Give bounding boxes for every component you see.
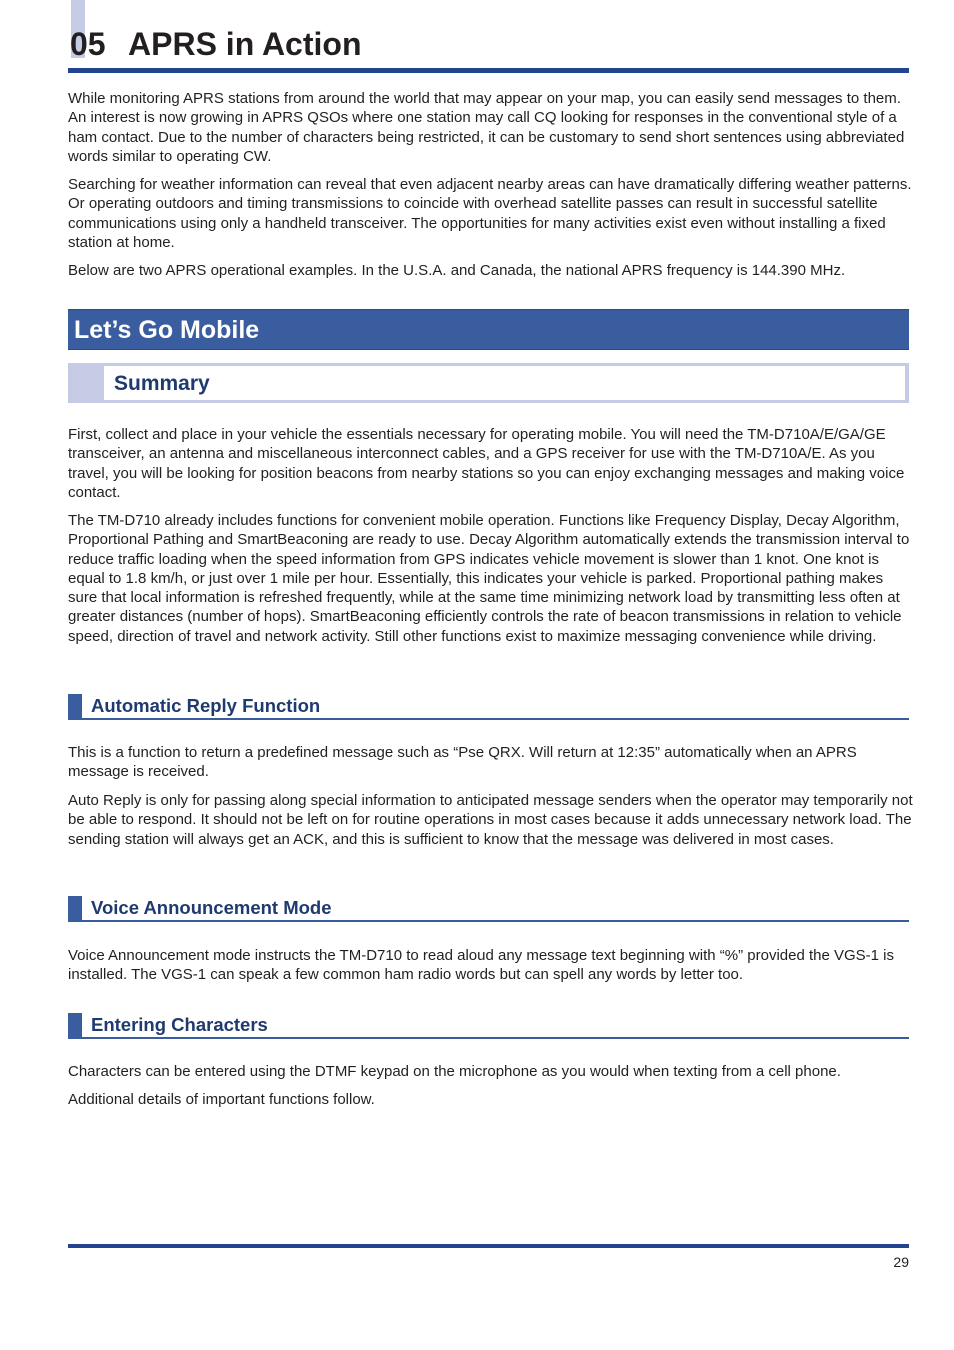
auto-reply-paragraph-1: This is a function to return a predefined message such as “Pse QRX. Will return at 12:35” automatically when an APRS message is received. — [68, 744, 857, 781]
entering-paragraph-2: Additional details of important functions follow. — [68, 1091, 375, 1108]
section-title: Let’s Go Mobile — [74, 316, 260, 344]
summary-header-inner — [104, 366, 905, 400]
chapter-title-rule — [68, 68, 909, 73]
subhead-automatic-reply — [68, 694, 909, 720]
subhead-entering-characters — [68, 1013, 909, 1039]
entering-paragraph-1: Characters can be entered using the DTMF keypad on the microphone as you would when texting from a cell phone. — [68, 1063, 841, 1080]
intro-paragraph-3: Below are two APRS operational examples. In the U.S.A. and Canada, the national APRS frequency is 144.390 MHz. — [68, 262, 846, 279]
intro-paragraph-1: While monitoring APRS stations from around the world that may appear on your map, you can easily send messages to them. An interest is now growing in APRS QSOs where one station may call CQ looking for responses in the conventional style of a ham contact. Due to the number of characters being restricted, it can be customary to send short sentences using abbreviated words similar to operating CW. — [68, 90, 905, 165]
subhead-title: Voice Announcement Mode — [91, 897, 332, 918]
summary-paragraph-1: First, collect and place in your vehicle the essentials necessary for operating mobile. You will need the TM-D710A/E/GA/GE transceiver, an antenna and miscellaneous interconnect cables, and a GPS receiver for use with the TM-D710A/E. As you travel, you will be looking for position beacons from nearby stations so you can enjoy exchanging messages and making voice contact. — [68, 426, 905, 501]
summary-header — [68, 363, 909, 403]
section-header-lets-go-mobile — [68, 309, 909, 350]
subhead-marker — [68, 1013, 82, 1037]
intro-paragraph-2: Searching for weather information can reveal that even adjacent nearby areas can have dramatically differing weather patterns. Or operating outdoors and timing transmissions to coincide with overhead satellite passes can result in successful satellite communications using only a handheld transceiver. The opportunities for many activities exist even without installing a fixed station at home. — [68, 176, 912, 251]
summary-title: Summary — [114, 372, 210, 395]
voice-paragraph-1: Voice Announcement mode instructs the TM-D710 to read aloud any message text beginning with “%” provided the VGS-1 is installed. The VGS-1 can speak a few common ham radio words but can spell any words by letter too. — [68, 947, 895, 984]
subhead-title: Entering Characters — [91, 1014, 268, 1035]
subhead-title: Automatic Reply Function — [91, 695, 321, 716]
chapter-number: 05 — [70, 26, 106, 62]
page-number: 29 — [893, 1254, 909, 1270]
subhead-marker — [68, 694, 82, 718]
chapter-title-text: APRS in Action — [128, 26, 362, 62]
subhead-marker — [68, 896, 82, 920]
subhead-voice-announcement — [68, 896, 909, 922]
chapter-title — [70, 24, 361, 64]
summary-paragraph-2: The TM-D710 already includes functions for convenient mobile operation. Functions like Frequency Display, Decay Algorithm, Proportional Pathing and SmartBeaconing are ready to use. Decay Algorithm automatically extends the transmission interval to reduce traffic loading when the speed information from GPS indicates vehicle movement is slower than 1 knot. One knot is equal to 1.8 km/h, or just over 1 mile per hour. Essentially, this indicates your vehicle is parked. Proportional pathing makes sure that local information is refreshed frequently, while at the same time minimizing network load by transmitting less often at greater distances (number of hops). SmartBeaconing efficiently controls the rate of beacon transmissions in relation to vehicle speed, direction of travel and network activity. Still other functions exist to maximize messaging convenience while driving. — [68, 512, 910, 645]
footer-rule — [68, 1244, 909, 1248]
auto-reply-paragraph-2: Auto Reply is only for passing along special information to anticipated message senders when the operator may temporarily not be able to respond. It should not be left on for routine operations in most cases because it adds unnecessary network load. The sending station will always get an ACK, and this is sufficient to know that the message was delivered in most cases. — [68, 792, 913, 848]
